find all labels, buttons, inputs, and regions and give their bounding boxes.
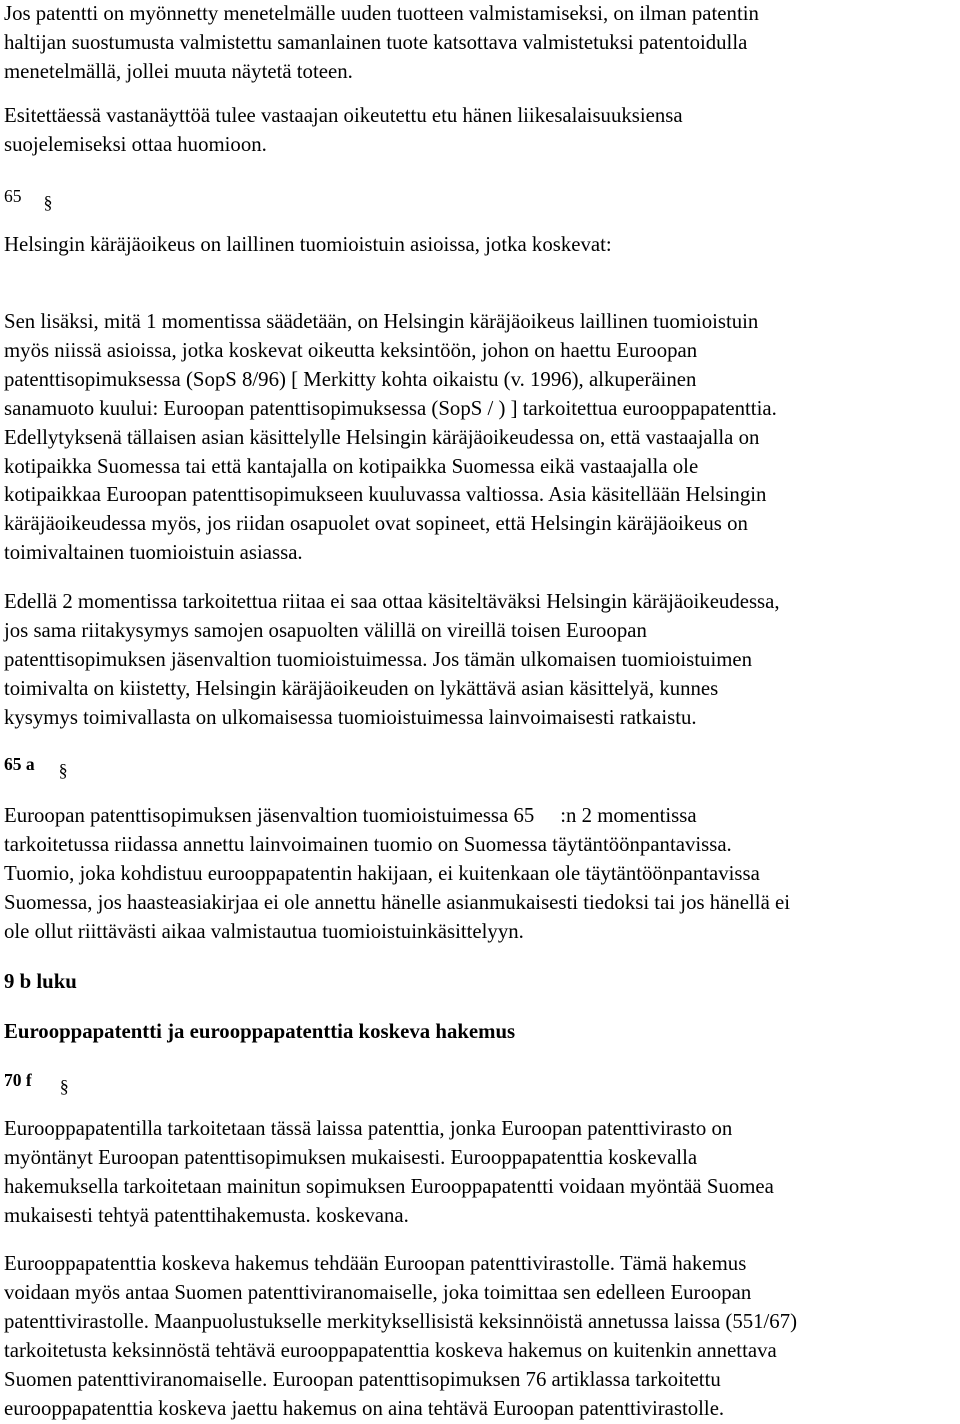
paragraph-product-patent bbox=[4, 0, 956, 87]
text-line: Esitettäessä vastanäyttöä tulee vastaajan oikeutettu etu hänen liikesalaisuuksiensa bbox=[4, 104, 683, 127]
text-line: toimivalta on kiistetty, Helsingin käräjäoikeuden on lykättävä asian käsittelyä, kunnes bbox=[4, 676, 719, 700]
text-line: voidaan myös antaa Suomen patenttiviranomaiselle, joka toimittaa sen edelleen Euroopan bbox=[4, 1280, 752, 1304]
text-line: suojelemiseksi ottaa huomioon. bbox=[4, 132, 267, 156]
chapter-title: Eurooppapatentti ja eurooppapatenttia koskeva hakemus bbox=[4, 1020, 516, 1043]
section-70f-heading bbox=[4, 1068, 69, 1096]
text-line: tarkoitetussa riidassa annettu lainvoimainen tuomio on Suomessa täytäntöönpantavissa. bbox=[4, 832, 732, 856]
text-line: sanamuoto kuului: Euroopan patenttisopimuksessa (SopS / ) ] tarkoitettua eurooppapatenttia. bbox=[4, 396, 777, 420]
section-number: 70 f bbox=[4, 1070, 32, 1090]
text-line: myöntänyt Euroopan patenttisopimuksen mukaisesti. Eurooppapatenttia koskevalla bbox=[4, 1145, 698, 1169]
text-line: haltijan suostumusta valmistettu samanlainen tuote katsottava valmistetuksi patentoidulla bbox=[4, 30, 748, 54]
text-fragment: :n 2 momentissa bbox=[560, 804, 697, 827]
text-line: eurooppapatenttia koskeva jaettu hakemus on aina tehtävä Euroopan patenttivirastolle. bbox=[4, 1396, 725, 1420]
text-line: menetelmällä, jollei muuta näytetä toteen. bbox=[4, 59, 353, 83]
section-sign: § bbox=[58, 760, 68, 780]
text-line: käräjäoikeudessa myös, jos riidan osapuolet ovat sopineet, että Helsingin käräjäoikeus on bbox=[4, 512, 748, 536]
text-line: hakemuksella tarkoitetaan mainitun sopimuksen Eurooppapatentti voidaan myöntää Suomea bbox=[4, 1174, 774, 1198]
text-line: tarkoitetusta keksinnöstä tehtävä eurooppapatenttia koskeva hakemus on kuitenkin annettava bbox=[4, 1338, 777, 1362]
paragraph-enforcement bbox=[4, 802, 956, 947]
text-line: mukaisesti tehtyä patenttihakemusta. koskevana. bbox=[4, 1203, 409, 1227]
paragraph-helsinki-court bbox=[4, 231, 956, 260]
text-line: patenttisopimuksen jäsenvaltion tuomioistuimessa. Jos tämän ulkomaisen tuomioistuimen bbox=[4, 647, 753, 671]
text-line: toimivaltainen tuomioistuin asiassa. bbox=[4, 541, 303, 565]
text-line: kotipaikkaa Euroopan patenttisopimukseen kuuluvassa valtiossa. Asia käsitellään Helsingin bbox=[4, 483, 767, 507]
section-sign: § bbox=[59, 1076, 69, 1096]
text-line bbox=[4, 802, 956, 831]
text-line: kysymys toimivallasta on ulkomaisessa tuomioistuimessa lainvoimaisesti ratkaistu. bbox=[4, 705, 697, 729]
paragraph-pending-dispute bbox=[4, 588, 956, 733]
paragraph-jurisdiction bbox=[4, 308, 956, 568]
text-line: jos sama riitakysymys samojen osapuolten välillä on vireillä toisen Euroopan bbox=[4, 618, 647, 642]
text-line: Eurooppapatenttia koskeva hakemus tehdään Euroopan patenttivirastolle. Tämä hakemus bbox=[4, 1252, 747, 1275]
paragraph-application-filing bbox=[4, 1250, 956, 1423]
text-line: Edellytyksenä tällaisen asian käsittelylle Helsingin käräjäoikeudessa on, että vastaajalla on bbox=[4, 425, 760, 449]
text-line: myös niissä asioissa, jotka koskevat oikeutta keksintöön, johon on haettu Euroopan bbox=[4, 338, 698, 362]
text-line: Helsingin käräjäoikeus on laillinen tuomioistuin asioissa, jotka koskevat: bbox=[4, 233, 612, 256]
paragraph-counter-evidence bbox=[4, 102, 956, 160]
text-line: Sen lisäksi, mitä 1 momentissa säädetään, on Helsingin käräjäoikeus laillinen tuomioistuin bbox=[4, 310, 759, 333]
text-fragment: Euroopan patenttisopimuksen jäsenvaltion tuomioistuimessa 65 bbox=[4, 804, 535, 827]
chapter-number: 9 b luku bbox=[4, 970, 77, 993]
text-line: Suomessa, jos haasteasiakirjaa ei ole annettu hänelle asianmukaisesti tiedoksi tai jos hänellä ei bbox=[4, 890, 791, 914]
text-line: patenttivirastolle. Maanpuolustukselle merkityksellisistä keksinnöistä annetussa laissa (551/67) bbox=[4, 1309, 798, 1333]
text-line: Eurooppapatentilla tarkoitetaan tässä laissa patenttia, jonka Euroopan patenttivirasto on bbox=[4, 1117, 733, 1140]
text-line: kotipaikka Suomessa tai että kantajalla on kotipaikka Suomessa eikä vastaajalla ole bbox=[4, 454, 699, 478]
section-65-heading bbox=[4, 184, 53, 212]
section-number: 65 a bbox=[4, 754, 35, 774]
section-sign: § bbox=[43, 192, 53, 212]
text-line: ole ollut riittävästi aikaa valmistautua tuomioistuinkäsittelyyn. bbox=[4, 919, 524, 943]
text-line: Suomen patenttiviranomaiselle. Euroopan patenttisopimuksen 76 artiklassa tarkoitettu bbox=[4, 1367, 721, 1391]
text-line: Tuomio, joka kohdistuu eurooppapatentin hakijaan, ei kuitenkaan ole täytäntöönpantavissa bbox=[4, 861, 760, 885]
paragraph-european-patent-definition bbox=[4, 1115, 956, 1231]
section-65a-heading bbox=[4, 752, 68, 780]
text-line: patenttisopimuksessa (SopS 8/96) [ Merkitty kohta oikaistu (v. 1996), alkuperäinen bbox=[4, 367, 697, 391]
text-line: Edellä 2 momentissa tarkoitettua riitaa ei saa ottaa käsiteltäväksi Helsingin käräjäoikeudessa, bbox=[4, 590, 780, 613]
section-number: 65 bbox=[4, 186, 22, 206]
text-line: Jos patentti on myönnetty menetelmälle uuden tuotteen valmistamiseksi, on ilman patentin bbox=[4, 2, 759, 25]
